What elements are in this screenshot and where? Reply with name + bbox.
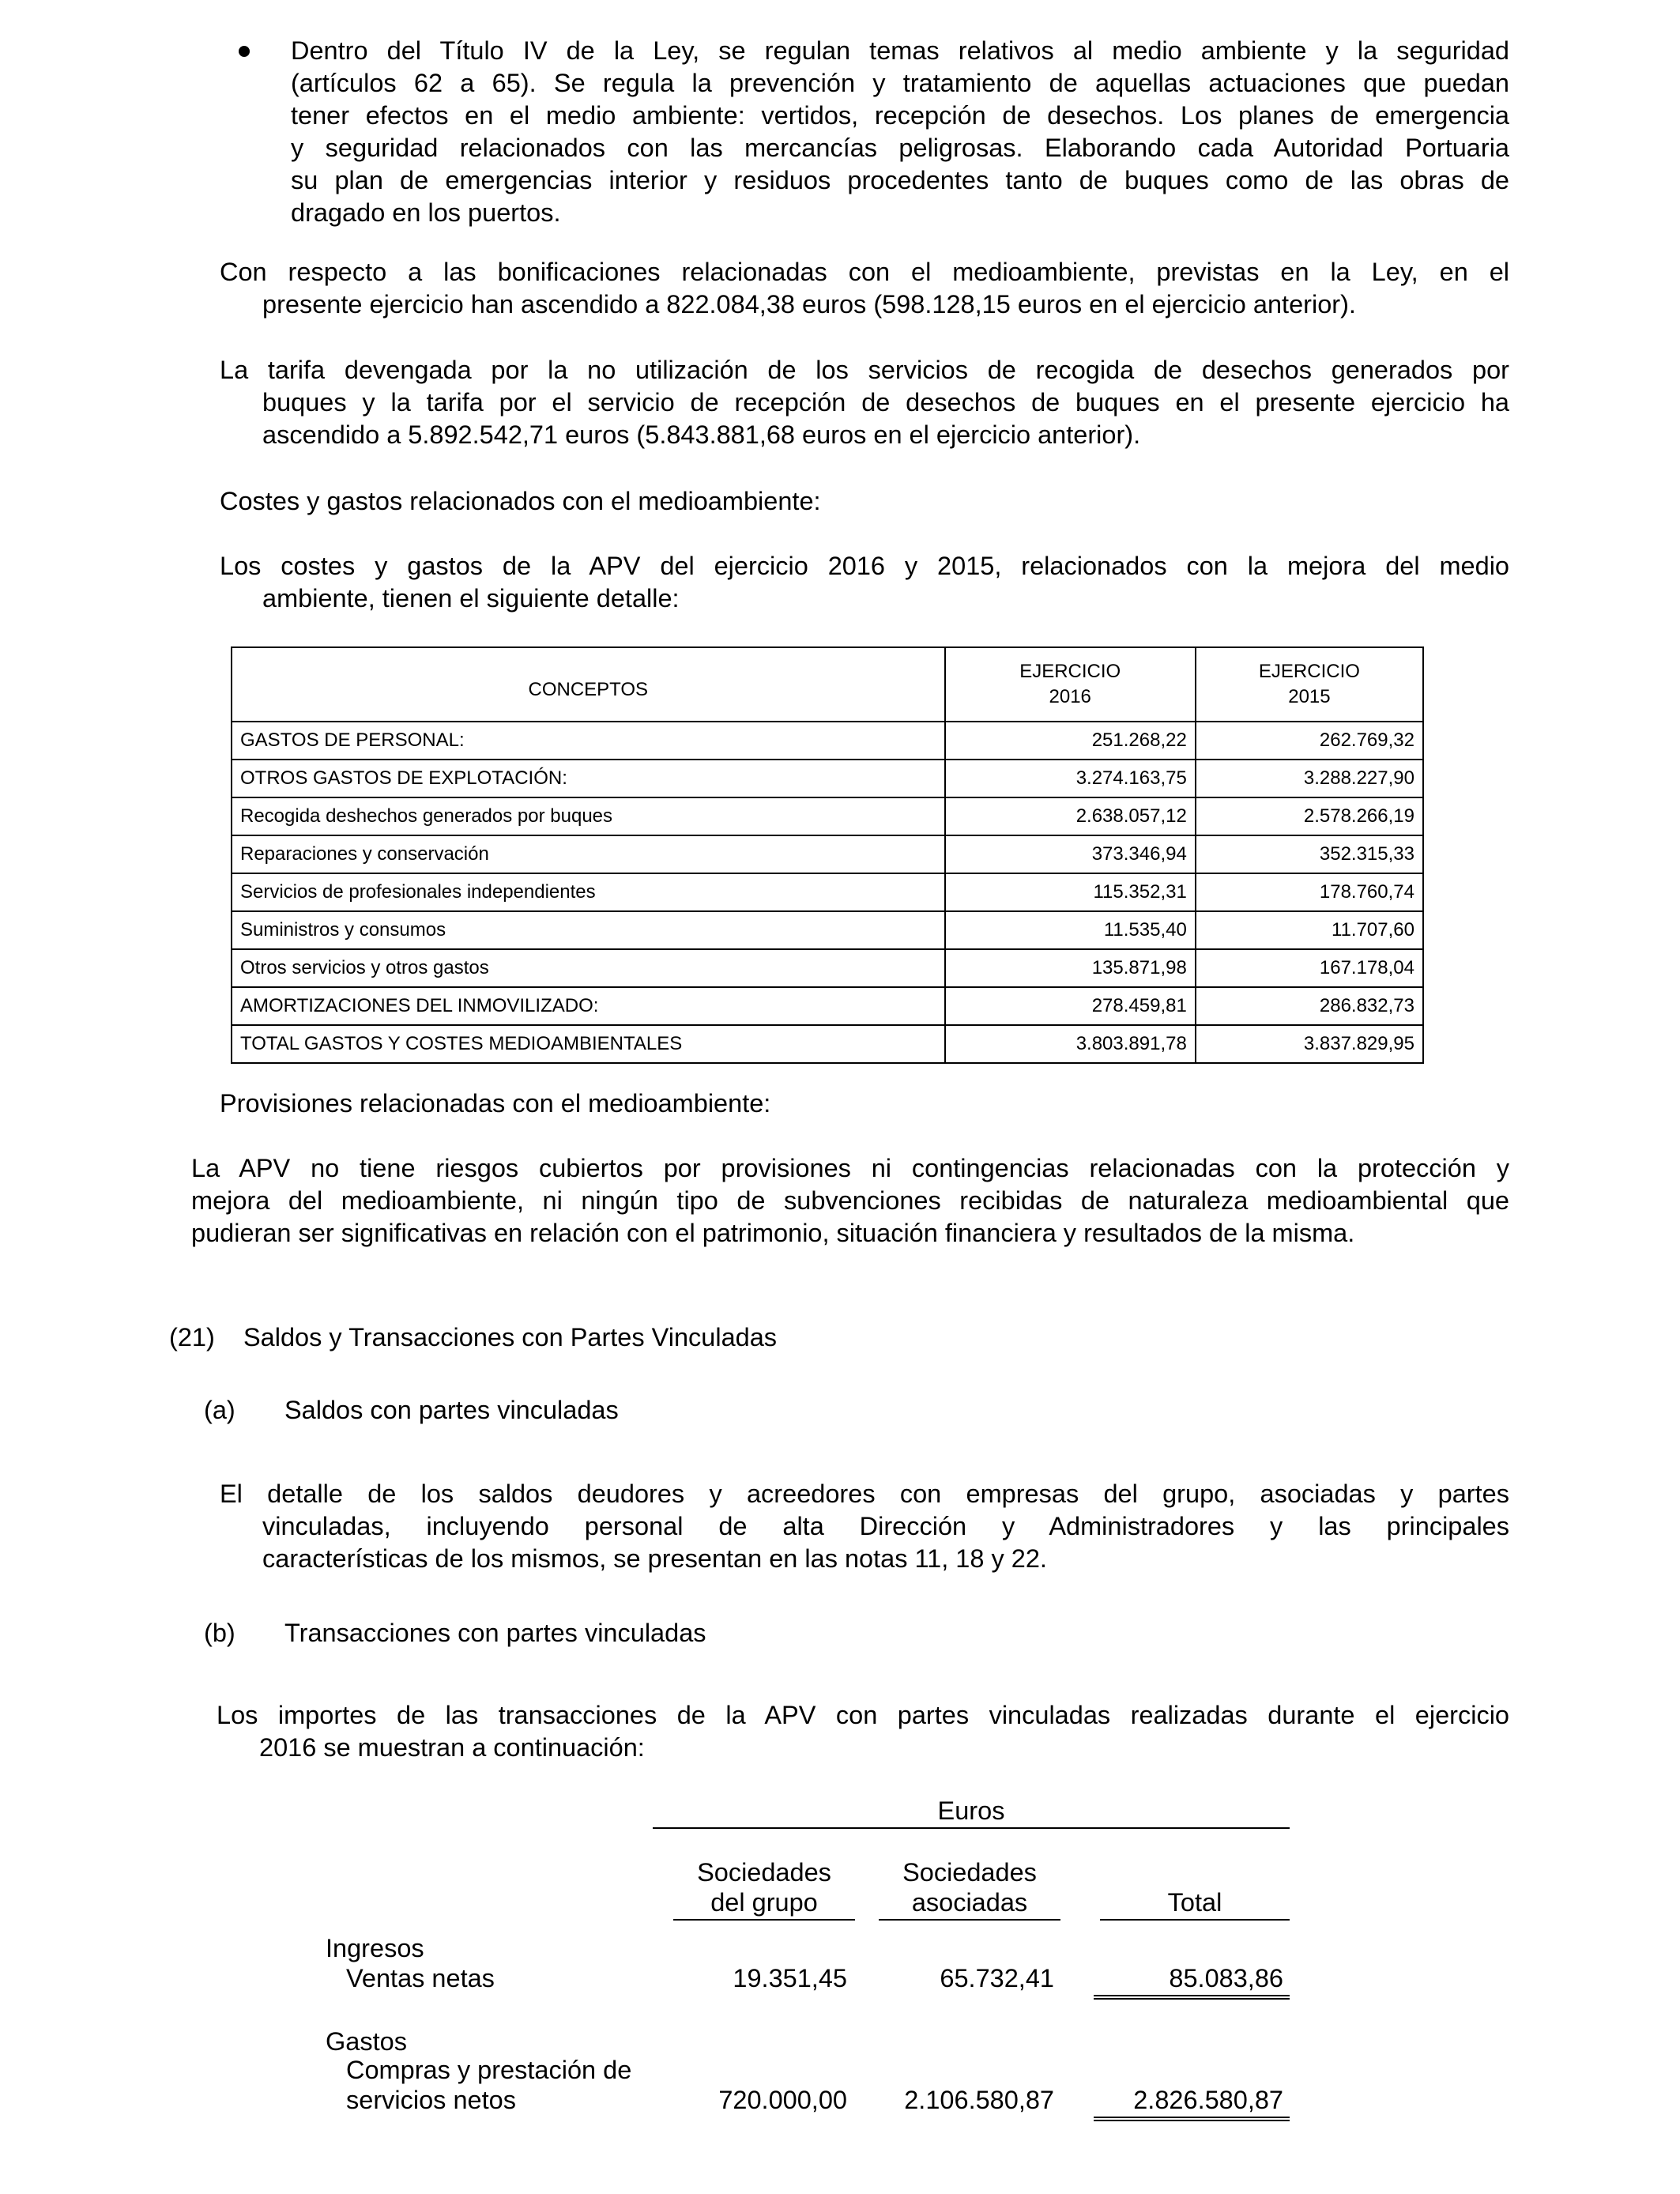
header-2016-line1: EJERCICIO — [1019, 661, 1121, 682]
paragraph-a — [220, 1478, 1509, 1575]
header-2015 — [1196, 647, 1423, 722]
row-value-2015: 352.315,33 — [1196, 835, 1423, 873]
text-line: dragado en los puertos. — [291, 198, 561, 227]
row-value-2016: 135.871,98 — [945, 949, 1196, 987]
paragraph-costes — [220, 550, 1509, 615]
row-concept: AMORTIZACIONES DEL INMOVILIZADO: — [232, 987, 945, 1025]
text-line: Los costes y gastos de la APV del ejercicio 2016 y 2015, relacionados con la mejora del medio — [220, 552, 1509, 580]
text-line: presente ejercicio han ascendido a 822.084,38 euros (598.128,15 euros en el ejercicio anterior). — [262, 290, 1356, 319]
subsection-a-label: (a) — [204, 1396, 235, 1424]
row-value-2015: 11.707,60 — [1196, 911, 1423, 949]
table-row — [232, 722, 1423, 760]
col-header-grupo-line1: Sociedades — [697, 1858, 831, 1887]
row-value-2015: 178.760,74 — [1196, 873, 1423, 911]
header-2016 — [945, 647, 1196, 722]
table-row — [232, 873, 1423, 911]
paragraph-b — [217, 1699, 1509, 1764]
currency-header: Euros — [937, 1796, 1005, 1825]
row-value-2015: 167.178,04 — [1196, 949, 1423, 987]
text-line: vinculadas, incluyendo personal de alta Dirección y Administradores y las principales — [262, 1512, 1509, 1540]
table-row — [232, 797, 1423, 835]
paragraph-provisiones — [191, 1152, 1509, 1250]
table-row — [232, 911, 1423, 949]
total-double-underline — [1094, 1995, 1290, 2000]
table-row — [232, 835, 1423, 873]
table-header-row — [232, 647, 1423, 722]
col-underline — [673, 1919, 855, 1921]
section-title: Saldos y Transacciones con Partes Vinculadas — [243, 1323, 778, 1351]
label-ventas-netas: Ventas netas — [346, 1964, 495, 1992]
ventas-grupo-value: 19.351,45 — [733, 1964, 847, 1992]
table-row — [232, 987, 1423, 1025]
header-concepts: CONCEPTOS — [232, 647, 945, 722]
text-line: ambiente, tienen el siguiente detalle: — [262, 584, 680, 613]
row-concept: Reparaciones y conservación — [232, 835, 945, 873]
text-line: Los importes de las transacciones de la APV con partes vinculadas realizadas durante el ejercicio — [217, 1701, 1509, 1729]
text-line: (artículos 62 a 65). Se regula la prevención y tratamiento de aquellas actuaciones que puedan — [291, 69, 1509, 97]
text-line: mejora del medioambiente, ni ningún tipo de subvenciones recibidas de naturaleza medioambiental que — [191, 1186, 1509, 1215]
section-number: (21) — [169, 1323, 215, 1351]
compras-asociadas-value: 2.106.580,87 — [904, 2086, 1054, 2114]
label-compras-line2: servicios netos — [346, 2086, 516, 2114]
row-value-2015: 262.769,32 — [1196, 722, 1423, 760]
env-costs-table — [231, 647, 1424, 1064]
bullet-paragraph — [291, 35, 1509, 229]
subsection-a-title: Saldos con partes vinculadas — [284, 1396, 619, 1424]
row-concept: Otros servicios y otros gastos — [232, 949, 945, 987]
row-value-2016: 11.535,40 — [945, 911, 1196, 949]
text-line: tener efectos en el medio ambiente: vertidos, recepción de desechos. Los planes de emergencia — [291, 101, 1509, 130]
row-value-2015: 286.832,73 — [1196, 987, 1423, 1025]
row-value-2016: 278.459,81 — [945, 987, 1196, 1025]
col-header-grupo-line2: del grupo — [710, 1888, 818, 1917]
heading-costes: Costes y gastos relacionados con el medioambiente: — [220, 487, 821, 515]
row-concept: Servicios de profesionales independientes — [232, 873, 945, 911]
label-gastos: Gastos — [326, 2027, 407, 2056]
text-line: Con respecto a las bonificaciones relacionadas con el medioambiente, previstas en la Ley, en el — [220, 258, 1509, 286]
text-line: y seguridad relacionados con las mercancías peligrosas. Elaborando cada Autoridad Portuaria — [291, 134, 1509, 162]
subsection-b-title: Transacciones con partes vinculadas — [284, 1619, 706, 1647]
col-underline — [1100, 1919, 1290, 1921]
text-line: ascendido a 5.892.542,71 euros (5.843.881,68 euros en el ejercicio anterior). — [262, 420, 1141, 449]
col-underline — [879, 1919, 1060, 1921]
table-row-total — [232, 1025, 1423, 1063]
row-value-2016: 3.274.163,75 — [945, 760, 1196, 797]
col-header-total: Total — [1167, 1888, 1222, 1917]
row-concept: TOTAL GASTOS Y COSTES MEDIOAMBIENTALES — [232, 1025, 945, 1063]
row-value-2015: 3.837.829,95 — [1196, 1025, 1423, 1063]
row-concept: OTROS GASTOS DE EXPLOTACIÓN: — [232, 760, 945, 797]
subsection-b-label: (b) — [204, 1619, 235, 1647]
text-line: La tarifa devengada por la no utilización de los servicios de recogida de desechos generados por — [220, 356, 1509, 384]
col-header-asociadas — [879, 1857, 1060, 1917]
row-value-2015: 2.578.266,19 — [1196, 797, 1423, 835]
total-double-underline — [1094, 2117, 1290, 2121]
col-header-grupo — [673, 1857, 855, 1917]
row-value-2015: 3.288.227,90 — [1196, 760, 1423, 797]
header-2016-line2: 2016 — [1049, 686, 1091, 707]
bullet-icon — [239, 46, 250, 57]
label-ingresos: Ingresos — [326, 1934, 424, 1962]
text-line: 2016 se muestran a continuación: — [259, 1733, 645, 1762]
label-compras-line1: Compras y prestación de — [346, 2056, 632, 2084]
ventas-asociadas-value: 65.732,41 — [940, 1964, 1054, 1992]
header-2015-line1: EJERCICIO — [1258, 661, 1360, 682]
paragraph-bonificaciones — [220, 256, 1509, 321]
row-concept: Suministros y consumos — [232, 911, 945, 949]
text-line: características de los mismos, se presentan en las notas 11, 18 y 22. — [262, 1544, 1047, 1573]
row-concept: Recogida deshechos generados por buques — [232, 797, 945, 835]
text-line: pudieran ser significativas en relación con el patrimonio, situación financiera y resultados de la misma. — [191, 1219, 1355, 1247]
header-2015-line2: 2015 — [1288, 686, 1331, 707]
currency-underline — [653, 1827, 1290, 1829]
row-value-2016: 2.638.057,12 — [945, 797, 1196, 835]
col-header-asociadas-line1: Sociedades — [902, 1858, 1037, 1887]
text-line: su plan de emergencias interior y residuos procedentes tanto de buques como de las obras de — [291, 166, 1509, 194]
row-value-2016: 3.803.891,78 — [945, 1025, 1196, 1063]
compras-grupo-value: 720.000,00 — [718, 2086, 847, 2114]
text-line: La APV no tiene riesgos cubiertos por provisiones ni contingencias relacionadas con la protección y — [191, 1154, 1509, 1182]
table-row — [232, 949, 1423, 987]
compras-total-value: 2.826.580,87 — [1133, 2086, 1283, 2114]
paragraph-tarifa — [220, 354, 1509, 451]
text-line: Dentro del Título IV de la Ley, se regulan temas relativos al medio ambiente y la seguridad — [291, 36, 1509, 65]
row-value-2016: 251.268,22 — [945, 722, 1196, 760]
ventas-total-value: 85.083,86 — [1169, 1964, 1283, 1992]
row-concept: GASTOS DE PERSONAL: — [232, 722, 945, 760]
text-line: El detalle de los saldos deudores y acreedores con empresas del grupo, asociadas y partes — [220, 1480, 1509, 1508]
text-line: buques y la tarifa por el servicio de recepción de desechos de buques en el presente ejercicio ha — [262, 388, 1509, 417]
row-value-2016: 115.352,31 — [945, 873, 1196, 911]
heading-provisiones: Provisiones relacionadas con el medioambiente: — [220, 1089, 771, 1118]
table-row — [232, 760, 1423, 797]
row-value-2016: 373.346,94 — [945, 835, 1196, 873]
col-header-asociadas-line2: asociadas — [911, 1888, 1028, 1917]
